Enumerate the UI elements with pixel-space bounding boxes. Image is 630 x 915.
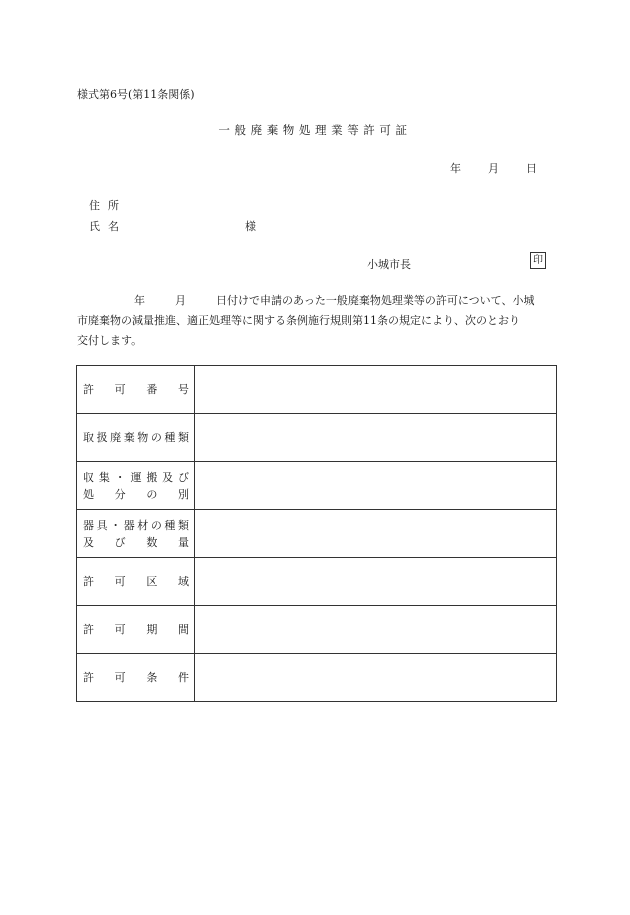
table-row xyxy=(77,510,557,558)
body-paragraph xyxy=(77,291,553,351)
row-label-line: 許 可 区 域 xyxy=(83,575,189,588)
row-label-line: 収 集 ・ 運 搬 及 び xyxy=(83,470,189,484)
row-value-cell[interactable] xyxy=(195,606,557,654)
table-row xyxy=(77,654,557,702)
body-text-3: 交付します。 xyxy=(77,334,143,347)
row-label xyxy=(77,414,195,462)
row-value-cell[interactable] xyxy=(195,510,557,558)
table-row xyxy=(77,462,557,510)
name-label: 氏名 xyxy=(89,220,127,233)
honorific: 様 xyxy=(245,220,256,233)
row-value-cell[interactable] xyxy=(195,414,557,462)
date-year-label: 年 xyxy=(450,162,461,175)
row-label-line: 許 可 期 間 xyxy=(83,623,189,636)
permit-details-table xyxy=(76,365,557,702)
document-title: 一般廃棄物処理業等許可証 xyxy=(218,123,412,137)
body-year: 年 xyxy=(134,294,145,307)
row-label-line: 及 び 数 量 xyxy=(83,535,189,549)
row-label xyxy=(77,558,195,606)
issuer-title: 小城市長 xyxy=(367,258,411,271)
row-label xyxy=(77,606,195,654)
name-row xyxy=(89,218,256,234)
body-text-2: 市廃棄物の減量推進、適正処理等に関する条例施行規則第11条の規定により、次のとおり xyxy=(77,314,520,327)
row-value-cell[interactable] xyxy=(195,558,557,606)
table-row xyxy=(77,606,557,654)
row-label xyxy=(77,654,195,702)
row-label-line: 取 扱 廃 棄 物 の 種 類 xyxy=(83,431,189,444)
body-text-1: 日付けで申請のあった一般廃棄物処理業等の許可について、小城 xyxy=(216,294,535,307)
seal-mark: 印 xyxy=(530,252,546,269)
date-day-label: 日 xyxy=(526,162,537,175)
table-row xyxy=(77,558,557,606)
row-label xyxy=(77,510,195,558)
row-label-line: 許 可 番 号 xyxy=(83,383,189,396)
body-month: 月 xyxy=(175,294,186,307)
address-label: 住所 xyxy=(89,199,127,212)
date-line xyxy=(450,160,537,176)
row-value-cell[interactable] xyxy=(195,366,557,414)
form-number: 様式第6号(第11条関係) xyxy=(77,88,195,101)
row-label xyxy=(77,366,195,414)
date-month-label: 月 xyxy=(488,162,499,175)
table-row xyxy=(77,366,557,414)
row-label xyxy=(77,462,195,510)
row-label-line: 許 可 条 件 xyxy=(83,671,189,684)
row-value-cell[interactable] xyxy=(195,462,557,510)
row-value-cell[interactable] xyxy=(195,654,557,702)
row-label-line: 器 具 ・ 器 材 の 種 類 xyxy=(83,518,189,532)
row-label-line: 処 分 の 別 xyxy=(83,487,189,501)
table-row xyxy=(77,414,557,462)
